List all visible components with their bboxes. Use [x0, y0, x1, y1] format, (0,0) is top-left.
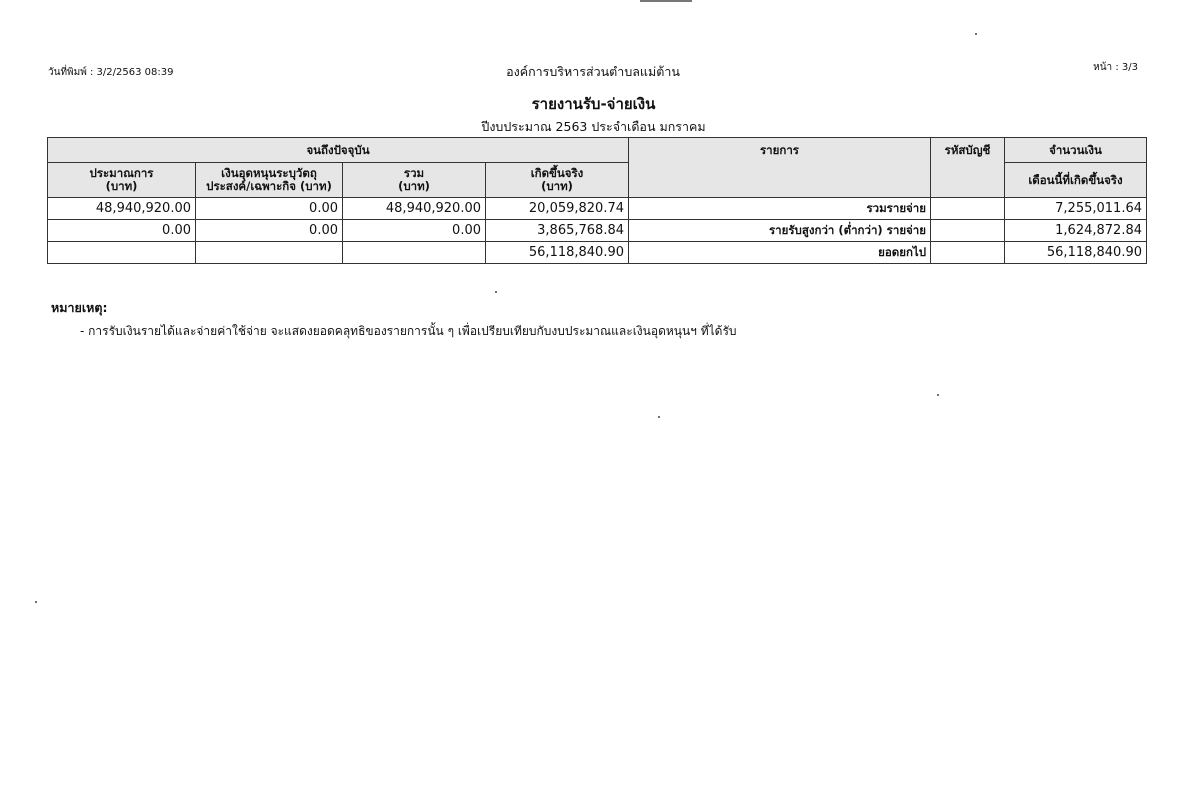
report-title: รายงานรับ-จ่ายเงิน — [531, 95, 656, 113]
page-number: หน้า : 3/3 — [1093, 62, 1138, 73]
cell-account — [931, 242, 1005, 264]
print-date: วันที่พิมพ์ : 3/2/2563 08:39 — [48, 67, 174, 78]
cell-actual: 3,865,768.84 — [486, 220, 629, 242]
cell-subsidy: 0.00 — [196, 220, 343, 242]
note-text: - การรับเงินรายได้และจ่ายค่าใช้จ่าย จะแสดงยอดคลุทธิของรายการนั้น ๆ เพื่อเปรียบเทียบกับงบประมาณและเงินอุดหนุนฯ ที่ได้รับ — [80, 324, 737, 338]
cell-account — [931, 198, 1005, 220]
cell-item: ยอดยกไป — [629, 242, 931, 264]
header-subsidy: เงินอุดหนุนระบุวัตถุ ประสงค์/เฉพาะกิจ (บาท) — [196, 163, 343, 198]
cell-amount: 7,255,011.64 — [1005, 198, 1147, 220]
header-to-date: จนถึงปัจจุบัน — [48, 138, 629, 163]
header-item: รายการ — [629, 138, 931, 198]
scan-speck — [658, 416, 660, 418]
header-amount-top: จำนวนเงิน — [1005, 138, 1147, 163]
cell-actual: 20,059,820.74 — [486, 198, 629, 220]
cell-budget — [48, 242, 196, 264]
note-heading: หมายเหตุ: — [51, 300, 108, 315]
cell-amount: 1,624,872.84 — [1005, 220, 1147, 242]
table-row — [48, 198, 1147, 220]
scan-mark — [640, 0, 692, 2]
table-row — [48, 220, 1147, 242]
header-account-code: รหัสบัญชี — [931, 138, 1005, 198]
report-subtitle: ปีงบประมาณ 2563 ประจำเดือน มกราคม — [481, 119, 706, 134]
table-row — [48, 242, 1147, 264]
cell-total: 48,940,920.00 — [343, 198, 486, 220]
cell-actual: 56,118,840.90 — [486, 242, 629, 264]
report-table — [47, 137, 1147, 264]
org-name: องค์การบริหารส่วนตำบลแม่ต้าน — [506, 64, 680, 79]
header-amount-bottom: เดือนนี้ที่เกิดขึ้นจริง — [1005, 163, 1147, 198]
header-total: รวม (บาท) — [343, 163, 486, 198]
cell-item: รวมรายจ่าย — [629, 198, 931, 220]
cell-subsidy — [196, 242, 343, 264]
cell-item: รายรับสูงกว่า (ต่ำกว่า) รายจ่าย — [629, 220, 931, 242]
scan-speck — [975, 33, 977, 35]
cell-budget: 0.00 — [48, 220, 196, 242]
cell-total: 0.00 — [343, 220, 486, 242]
scan-speck — [495, 291, 497, 293]
header-actual: เกิดขึ้นจริง (บาท) — [486, 163, 629, 198]
cell-subsidy: 0.00 — [196, 198, 343, 220]
page-header — [48, 60, 1138, 80]
header-budget: ประมาณการ (บาท) — [48, 163, 196, 198]
cell-budget: 48,940,920.00 — [48, 198, 196, 220]
cell-account — [931, 220, 1005, 242]
cell-total — [343, 242, 486, 264]
scan-speck — [35, 601, 37, 603]
scan-speck — [937, 394, 939, 396]
cell-amount: 56,118,840.90 — [1005, 242, 1147, 264]
